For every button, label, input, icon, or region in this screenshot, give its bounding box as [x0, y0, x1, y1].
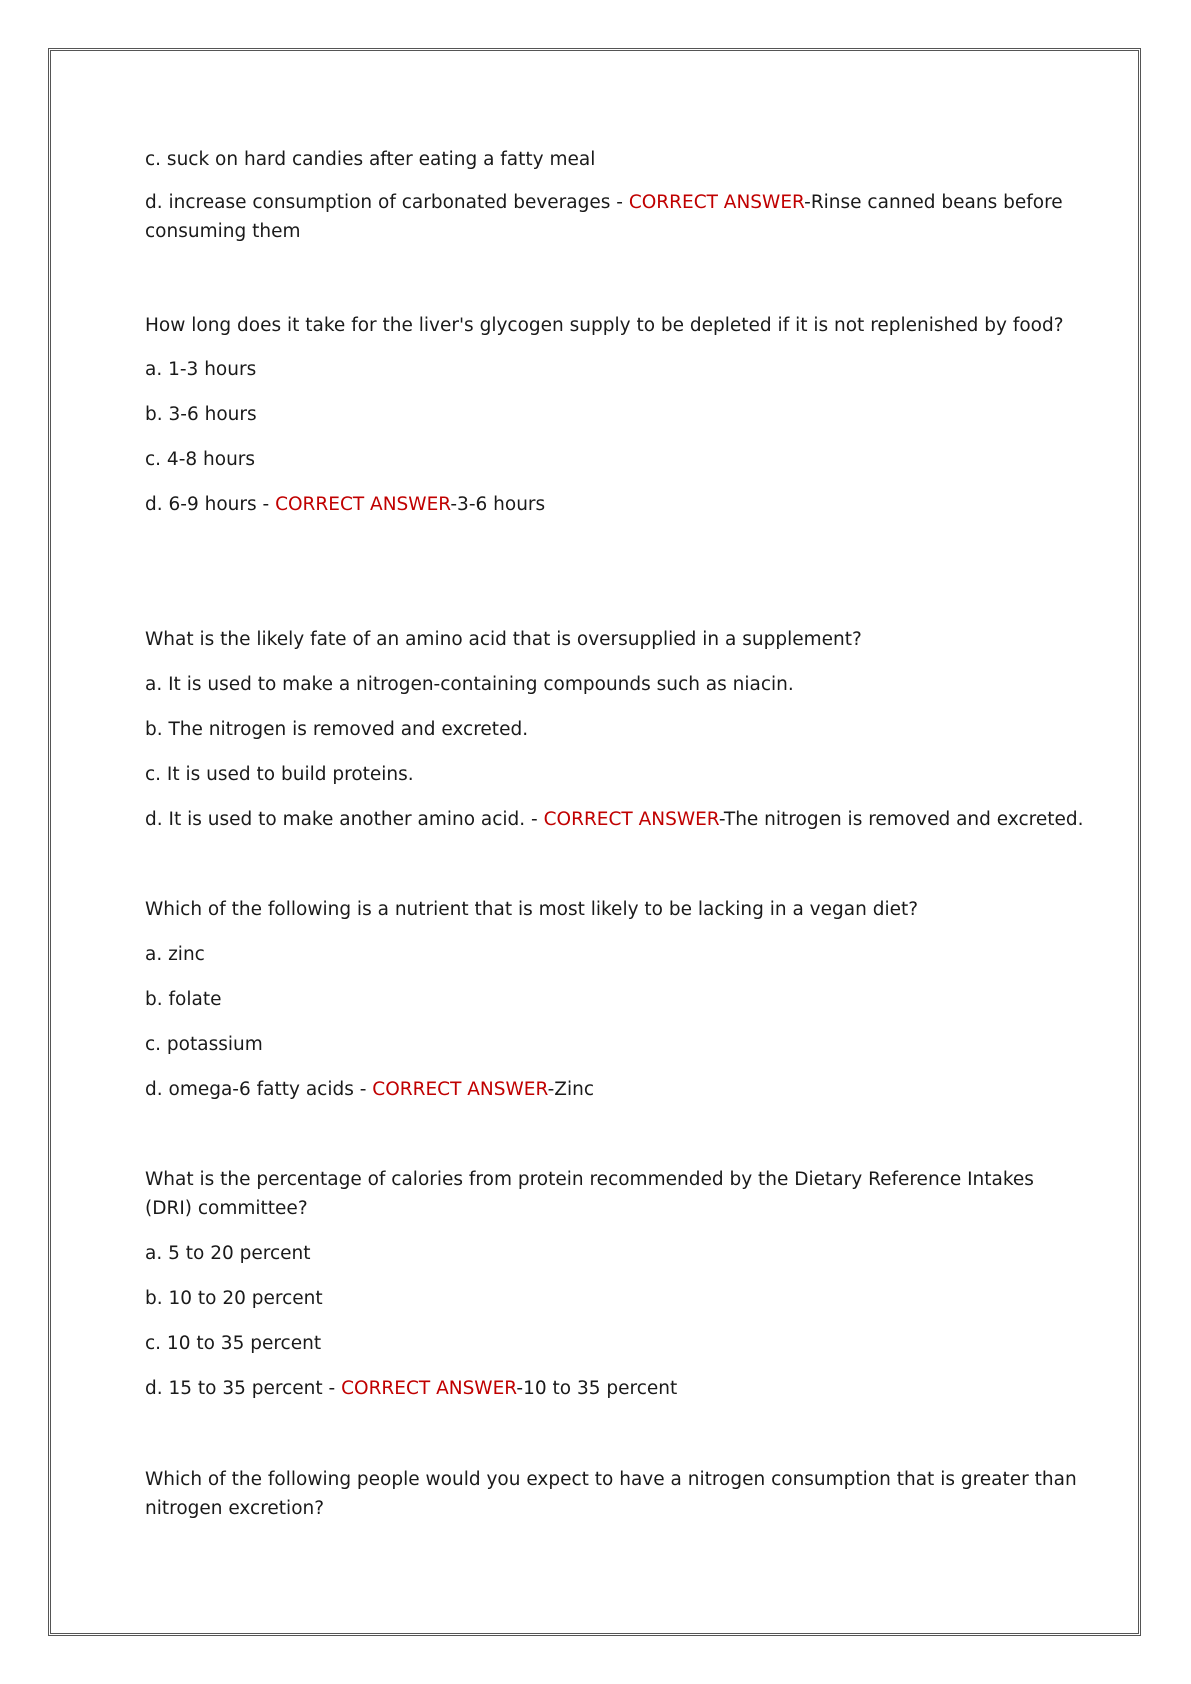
q2-option-d: d. It is used to make another amino acid. - CORRECT ANSWER-The nitrogen is removed and excreted. — [145, 809, 1084, 830]
q4-option-d: d. 15 to 35 percent - CORRECT ANSWER-10 to 35 percent — [145, 1378, 678, 1399]
q3-option-b: b. folate — [145, 989, 222, 1010]
q1-option-c: c. 4-8 hours — [145, 449, 256, 470]
q0-option-c: c. suck on hard candies after eating a fatty meal — [145, 149, 596, 170]
q4-answer: -10 to 35 percent — [516, 1378, 678, 1399]
q1-option-b: b. 3-6 hours — [145, 404, 257, 425]
q3-option-a: a. zinc — [145, 944, 205, 965]
q4-question-cont: (DRI) committee? — [145, 1198, 308, 1219]
q3-option-d: d. omega-6 fatty acids - CORRECT ANSWER-Zinc — [145, 1079, 594, 1100]
correct-answer-label: CORRECT ANSWER — [543, 809, 719, 830]
q0-option-d: d. increase consumption of carbonated beverages - CORRECT ANSWER-Rinse canned beans before — [145, 192, 1063, 213]
q5-question-cont: nitrogen excretion? — [145, 1498, 325, 1519]
q0-answer-cont: consuming them — [145, 221, 301, 242]
q1-question: How long does it take for the liver's glycogen supply to be depleted if it is not replenished by food? — [145, 315, 1064, 336]
q2-answer: -The nitrogen is removed and excreted. — [718, 809, 1084, 830]
q1-option-a: a. 1-3 hours — [145, 359, 257, 380]
q2-option-c: c. It is used to build proteins. — [145, 764, 414, 785]
q2-option-b: b. The nitrogen is removed and excreted. — [145, 719, 529, 740]
correct-answer-label: CORRECT ANSWER — [628, 192, 805, 213]
q2-question: What is the likely fate of an amino acid that is oversupplied in a supplement? — [145, 629, 862, 650]
q3-answer: -Zinc — [547, 1079, 594, 1100]
q1-answer: -3-6 hours — [450, 494, 546, 515]
q3-question: Which of the following is a nutrient that is most likely to be lacking in a vegan diet? — [145, 899, 919, 920]
q3-option-c: c. potassium — [145, 1034, 263, 1055]
q0-answer: -Rinse canned beans before — [804, 192, 1063, 213]
q4-question: What is the percentage of calories from protein recommended by the Dietary Reference Intakes — [145, 1169, 1034, 1190]
q4-option-a: a. 5 to 20 percent — [145, 1243, 311, 1264]
q5-question: Which of the following people would you expect to have a nitrogen consumption that is greater than — [145, 1469, 1077, 1490]
correct-answer-label: CORRECT ANSWER — [341, 1378, 517, 1399]
q1-option-d: d. 6-9 hours - CORRECT ANSWER-3-6 hours — [145, 494, 546, 515]
q4-option-b: b. 10 to 20 percent — [145, 1288, 323, 1309]
q4-option-c: c. 10 to 35 percent — [145, 1333, 322, 1354]
correct-answer-label: CORRECT ANSWER — [372, 1079, 548, 1100]
correct-answer-label: CORRECT ANSWER — [275, 494, 451, 515]
q2-option-a: a. It is used to make a nitrogen-containing compounds such as niacin. — [145, 674, 794, 695]
